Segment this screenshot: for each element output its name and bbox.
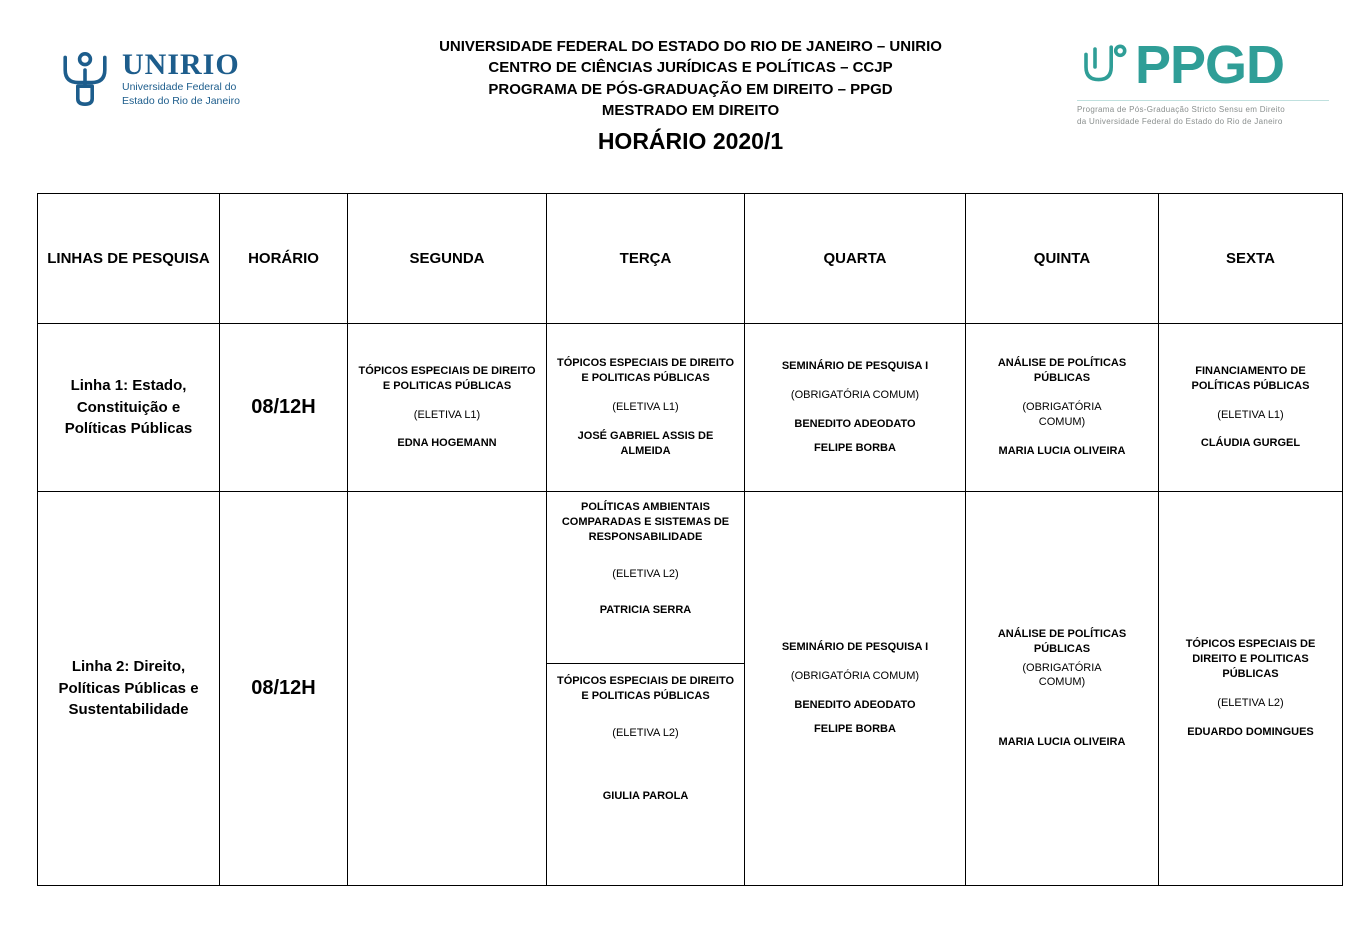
course-professor: PATRICIA SERRA — [599, 604, 692, 617]
course-block — [972, 356, 1152, 458]
course-title: TÓPICOS ESPECIAIS DE DIREITO E POLITICAS PÚBLICAS — [556, 357, 735, 385]
course-type: (ELETIVA L2) — [612, 726, 679, 739]
course-title: TÓPICOS ESPECIAIS DE DIREITO E POLITICAS PÚBLICAS — [358, 364, 536, 392]
cell-linha2-quinta — [966, 492, 1159, 886]
course-title: TÓPICOS ESPECIAIS DE DIREITO E POLITICAS PÚBLICAS — [556, 675, 735, 703]
course-block — [553, 500, 738, 618]
course-type: (OBRIGATÓRIA COMUM) — [1022, 401, 1102, 428]
col-header-quarta: QUARTA — [745, 194, 966, 324]
header-title-block — [300, 36, 1081, 155]
course-professor: MARIA LUCIA OLIVEIRA — [998, 444, 1126, 457]
course-block — [751, 359, 959, 456]
course-block — [1165, 637, 1336, 739]
cell-linha1-quarta — [745, 324, 966, 492]
course-block — [1165, 364, 1336, 451]
course-title: ANÁLISE DE POLÍTICAS PÚBLICAS — [997, 357, 1127, 385]
cell-linha2-sexta — [1159, 492, 1343, 886]
course-title: SEMINÁRIO DE PESQUISA I — [781, 359, 929, 372]
unirio-wordmark: UNIRIO — [122, 47, 240, 81]
course-title: TÓPICOS ESPECIAIS DE DIREITO E POLITICAS PÚBLICAS — [1185, 638, 1316, 681]
header-line-degree: MESTRADO EM DIREITO — [601, 101, 780, 119]
course-professor: FELIPE BORBA — [814, 442, 896, 455]
course-block — [972, 627, 1152, 750]
cell-linha1-quinta — [966, 324, 1159, 492]
course-professor: EDUARDO DOMINGUES — [1187, 725, 1314, 738]
course-professor: BENEDITO ADEODATO — [794, 417, 916, 430]
course-block — [354, 364, 540, 451]
course-professor: GIULIA PAROLA — [602, 789, 689, 802]
cell-linha1-terca — [547, 324, 745, 492]
unirio-logo — [58, 48, 240, 110]
unirio-icon — [58, 48, 112, 110]
cell-linha2-quarta — [745, 492, 966, 886]
ppgd-icon — [1077, 40, 1131, 94]
course-type: (OBRIGATÓRIA COMUM) — [1022, 661, 1102, 689]
course-block — [553, 356, 738, 458]
course-type: (ELETIVA L1) — [612, 401, 679, 414]
table-header-row — [38, 194, 1343, 324]
course-title: SEMINÁRIO DE PESQUISA I — [781, 640, 929, 653]
course-type: (ELETIVA L2) — [612, 567, 679, 580]
col-header-terca: TERÇA — [547, 194, 745, 324]
course-type: (ELETIVA L1) — [413, 408, 481, 421]
course-type: (OBRIGATÓRIA COMUM) — [790, 669, 920, 682]
cell-divider — [547, 663, 744, 664]
course-professor: MARIA LUCIA OLIVEIRA — [998, 736, 1126, 749]
linha2-label: Linha 2: Direito, Políticas Públicas e Sustentabilidade — [38, 492, 220, 886]
col-header-sexta: SEXTA — [1159, 194, 1343, 324]
table-row-linha1 — [38, 324, 1343, 492]
course-professor: JOSÉ GABRIEL ASSIS DE ALMEIDA — [577, 429, 714, 457]
cell-linha2-segunda-empty — [348, 492, 547, 886]
linha1-horario: 08/12H — [220, 324, 348, 492]
ppgd-caption-line2: da Universidade Federal do Estado do Rio de Janeiro — [1077, 116, 1283, 126]
page-title: HORÁRIO 2020/1 — [597, 128, 784, 155]
course-block — [553, 674, 738, 803]
col-header-quinta: QUINTA — [966, 194, 1159, 324]
header-line-center: CENTRO DE CIÊNCIAS JURÍDICAS E POLÍTICAS – CCJP — [488, 59, 893, 77]
course-type: (ELETIVA L2) — [1217, 696, 1284, 709]
header-line-program: PROGRAMA DE PÓS-GRADUAÇÃO EM DIREITO – PPGD — [488, 80, 893, 98]
col-header-linhas-de-pesquisa: LINHAS DE PESQUISA — [38, 194, 220, 324]
col-header-segunda: SEGUNDA — [348, 194, 547, 324]
ppgd-caption-line1: Programa de Pós-Graduação Stricto Sensu em Direito — [1077, 105, 1285, 114]
cell-linha1-segunda — [348, 324, 547, 492]
header-line-university: UNIVERSIDADE FEDERAL DO ESTADO DO RIO DE JANEIRO – UNIRIO — [439, 38, 942, 55]
course-title: ANÁLISE DE POLÍTICAS PÚBLICAS — [997, 627, 1127, 655]
course-professor: FELIPE BORBA — [814, 723, 896, 736]
course-block — [751, 640, 959, 737]
schedule-table — [37, 193, 1343, 886]
table-row-linha2 — [38, 492, 1343, 886]
unirio-subtitle-line2: Estado do Rio de Janeiro — [122, 95, 240, 107]
course-professor: BENEDITO ADEODATO — [794, 698, 916, 711]
ppgd-wordmark: PPGD — [1135, 35, 1285, 95]
course-professor: CLÁUDIA GURGEL — [1200, 437, 1301, 450]
col-header-horario: HORÁRIO — [220, 194, 348, 324]
ppgd-caption — [1077, 100, 1329, 127]
ppgd-logo-top — [1077, 35, 1329, 95]
course-professor: EDNA HOGEMANN — [397, 437, 497, 450]
linha2-horario: 08/12H — [220, 492, 348, 886]
course-type: (OBRIGATÓRIA COMUM) — [790, 388, 920, 401]
course-type: (ELETIVA L1) — [1217, 408, 1284, 421]
course-title: POLÍTICAS AMBIENTAIS COMPARADAS E SISTEMAS DE RESPONSABILIDADE — [561, 501, 730, 543]
cell-linha1-sexta — [1159, 324, 1343, 492]
ppgd-logo — [1077, 35, 1329, 127]
document-header — [0, 0, 1371, 195]
cell-linha2-terca — [547, 492, 745, 886]
unirio-logo-text — [122, 47, 240, 108]
linha1-label: Linha 1: Estado, Constituição e Políticas Públicas — [38, 324, 220, 492]
course-title: FINANCIAMENTO DE POLÍTICAS PÚBLICAS — [1191, 364, 1310, 392]
unirio-subtitle-line1: Universidade Federal do — [122, 80, 237, 93]
